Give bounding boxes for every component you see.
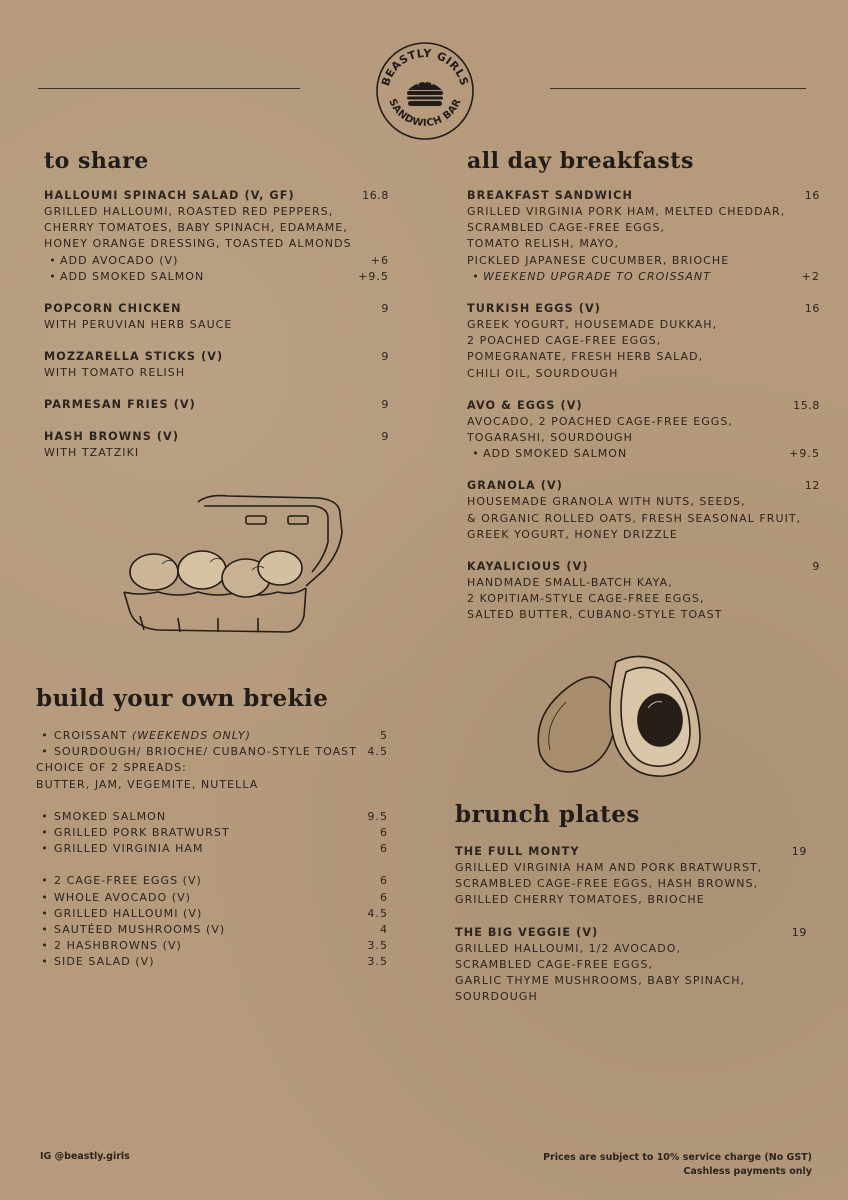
item-label: 2 CAGE-FREE EGGS (V) bbox=[54, 874, 202, 888]
item-price: 9 bbox=[812, 560, 820, 574]
egg-carton-illustration bbox=[118, 492, 350, 642]
menu-item bbox=[44, 429, 389, 461]
item-label: 2 HASHBROWNS (V) bbox=[54, 939, 182, 953]
brekie-sides-group bbox=[36, 873, 388, 970]
menu-item bbox=[467, 559, 820, 624]
bullet: • bbox=[41, 729, 49, 742]
addon-label: ADD SMOKED SALMON bbox=[483, 447, 628, 461]
item-name: HALLOUMI SPINACH SALAD (V, GF) bbox=[44, 189, 295, 202]
section-title: to share bbox=[44, 148, 149, 174]
brand-logo bbox=[374, 40, 476, 142]
brekie-protein-group bbox=[36, 809, 388, 858]
section-title: brunch plates bbox=[455, 801, 640, 828]
item-label: GRILLED HALLOUMI (V) bbox=[54, 906, 203, 920]
item-label: CROISSANT bbox=[54, 729, 128, 742]
item-description: GRILLED HALLOUMI, ROASTED RED PEPPERS, CHERRY TOMATOES, BABY SPINACH, EDAMAME, HONEY ORANGE DRESSING, TOASTED ALMONDS bbox=[44, 205, 352, 251]
section-title: build your own brekie bbox=[36, 685, 329, 712]
all-day-breakfasts-section bbox=[467, 148, 820, 638]
item-description: GREEK YOGURT, HOUSEMADE DUKKAH, 2 POACHED CAGE-FREE EGGS, POMEGRANATE, FRESH HERB SALAD, CHILI OIL, SOURDOUGH bbox=[467, 318, 718, 380]
list-item bbox=[36, 825, 388, 841]
addon-price: +9.5 bbox=[358, 269, 389, 283]
item-price: 19 bbox=[791, 845, 807, 858]
item-price: 9 bbox=[381, 430, 389, 444]
item-price: 3.5 bbox=[367, 939, 388, 953]
item-price: 9.5 bbox=[367, 809, 388, 823]
menu-item bbox=[467, 478, 820, 543]
item-name: HASH BROWNS (V) bbox=[44, 430, 180, 444]
item-label: SOURDOUGH/ BRIOCHE/ CUBANO-STYLE TOAST bbox=[54, 745, 357, 759]
footer-notes bbox=[543, 1151, 812, 1179]
item-price: 4.5 bbox=[367, 745, 388, 759]
item-label: SIDE SALAD (V) bbox=[54, 955, 155, 969]
menu-item bbox=[467, 301, 820, 382]
list-item bbox=[36, 954, 388, 970]
item-name: THE BIG VEGGIE (V) bbox=[455, 925, 599, 939]
bullet: • bbox=[49, 269, 57, 283]
item-price: 3.5 bbox=[367, 955, 388, 969]
item-addon bbox=[44, 253, 389, 269]
bullet: • bbox=[41, 955, 49, 969]
bullet: • bbox=[49, 253, 57, 267]
menu-item bbox=[44, 397, 389, 413]
addon-label: ADD AVOCADO (V) bbox=[60, 253, 179, 267]
brekie-bread-group bbox=[36, 728, 388, 793]
addon-price: +9.5 bbox=[789, 447, 820, 461]
item-price: 16 bbox=[804, 302, 820, 316]
menu-item bbox=[44, 301, 389, 333]
item-label: SAUTÉED MUSHROOMS (V) bbox=[54, 923, 226, 937]
addon-price: +2 bbox=[801, 269, 820, 283]
item-description: HOUSEMADE GRANOLA WITH NUTS, SEEDS, & ORGANIC ROLLED OATS, FRESH SEASONAL FRUIT, GREEK YOGURT, HONEY DRIZZLE bbox=[467, 495, 802, 541]
list-item bbox=[36, 938, 388, 954]
bullet: • bbox=[41, 923, 49, 937]
item-price: 6 bbox=[379, 842, 388, 856]
item-price: 15.8 bbox=[793, 398, 820, 412]
item-description: WITH TZATZIKI bbox=[44, 446, 140, 460]
item-name: PARMESAN FRIES (V) bbox=[44, 398, 196, 412]
item-price: 4.5 bbox=[367, 906, 388, 920]
build-your-own-brekie-section bbox=[36, 686, 388, 987]
item-price: 19 bbox=[791, 925, 807, 939]
service-charge-note: Prices are subject to 10% service charge (No GST) bbox=[543, 1152, 812, 1163]
menu-item bbox=[455, 925, 807, 1006]
item-name: BREAKFAST SANDWICH bbox=[467, 189, 633, 202]
item-price: 5 bbox=[379, 729, 388, 742]
menu-item bbox=[44, 349, 389, 381]
item-description: GRILLED HALLOUMI, 1/2 AVOCADO, SCRAMBLED CAGE-FREE EGGS, GARLIC THYME MUSHROOMS, BABY SPINACH, SOURDOUGH bbox=[455, 941, 746, 1004]
bullet: • bbox=[41, 745, 49, 759]
list-item bbox=[36, 873, 388, 889]
bullet: • bbox=[472, 447, 480, 461]
item-description: GRILLED VIRGINIA HAM AND PORK BRATWURST, SCRAMBLED CAGE-FREE EGGS, HASH BROWNS, GRILLED CHERRY TOMATOES, BRIOCHE bbox=[455, 861, 763, 907]
menu-item bbox=[455, 844, 807, 909]
item-price: 16 bbox=[804, 189, 820, 202]
item-description: WITH PERUVIAN HERB SAUCE bbox=[44, 318, 233, 332]
item-price: 6 bbox=[379, 874, 388, 888]
menu-item bbox=[467, 188, 820, 285]
spreads-list: BUTTER, JAM, VEGEMITE, NUTELLA bbox=[36, 777, 259, 791]
item-price: 9 bbox=[381, 398, 389, 412]
brunch-plates-section bbox=[455, 802, 807, 1019]
item-description: HANDMADE SMALL-BATCH KAYA, 2 KOPITIAM-STYLE CAGE-FREE EGGS, SALTED BUTTER, CUBANO-STYLE TOAST bbox=[467, 576, 723, 622]
list-item bbox=[36, 744, 388, 760]
item-name: TURKISH EGGS (V) bbox=[467, 302, 601, 316]
spreads-note: CHOICE OF 2 SPREADS: bbox=[36, 761, 187, 775]
section-title: all day breakfasts bbox=[467, 148, 694, 174]
menu-item bbox=[44, 188, 389, 285]
list-item bbox=[36, 906, 388, 922]
item-name: THE FULL MONTY bbox=[455, 845, 580, 858]
item-label: SMOKED SALMON bbox=[54, 809, 167, 823]
bullet: • bbox=[41, 890, 49, 904]
item-label: WHOLE AVOCADO (V) bbox=[54, 890, 191, 904]
item-price: 6 bbox=[379, 890, 388, 904]
menu-item bbox=[467, 398, 820, 463]
bullet: • bbox=[41, 874, 49, 888]
addon-label: WEEKEND UPGRADE TO CROISSANT bbox=[483, 269, 711, 283]
header-rule-left bbox=[38, 88, 300, 89]
item-name: POPCORN CHICKEN bbox=[44, 302, 182, 316]
list-item bbox=[36, 728, 388, 744]
item-name: KAYALICIOUS (V) bbox=[467, 560, 589, 574]
item-name: AVO & EGGS (V) bbox=[467, 398, 583, 412]
list-item bbox=[36, 809, 388, 825]
to-share-section bbox=[44, 148, 389, 476]
bullet: • bbox=[41, 906, 49, 920]
list-item bbox=[36, 841, 388, 857]
item-addon bbox=[467, 446, 820, 462]
svg-text:BEASTLY GIRLS: BEASTLY GIRLS bbox=[378, 46, 472, 88]
bullet: • bbox=[41, 826, 49, 840]
instagram-handle: IG @beastly.girls bbox=[40, 1151, 130, 1162]
item-price: 12 bbox=[804, 479, 820, 493]
item-price: 16.8 bbox=[362, 189, 389, 202]
item-addon bbox=[467, 269, 820, 285]
item-label: GRILLED VIRGINIA HAM bbox=[54, 842, 204, 856]
item-description: GRILLED VIRGINIA PORK HAM, MELTED CHEDDAR, SCRAMBLED CAGE-FREE EGGS, TOMATO RELISH, MAYO, PICKLED JAPANESE CUCUMBER, BRIOCHE bbox=[467, 205, 786, 267]
list-item bbox=[36, 890, 388, 906]
bullet: • bbox=[41, 842, 49, 856]
bullet: • bbox=[41, 809, 49, 823]
item-name: GRANOLA (V) bbox=[467, 479, 563, 493]
item-price: 9 bbox=[381, 350, 389, 364]
item-name: MOZZARELLA STICKS (V) bbox=[44, 350, 224, 364]
addon-label: ADD SMOKED SALMON bbox=[60, 269, 205, 283]
item-note: (WEEKENDS ONLY) bbox=[131, 729, 252, 742]
payment-note: Cashless payments only bbox=[683, 1166, 812, 1177]
header-rule-right bbox=[550, 88, 806, 89]
sandwich-icon bbox=[407, 81, 443, 106]
svg-text:SANDWICH BAR: SANDWICH BAR bbox=[386, 97, 464, 130]
avocado-illustration bbox=[530, 650, 706, 782]
list-item bbox=[36, 922, 388, 938]
bullet: • bbox=[41, 939, 49, 953]
item-addon bbox=[44, 269, 389, 285]
item-price: 9 bbox=[381, 302, 389, 316]
addon-price: +6 bbox=[370, 253, 389, 267]
item-price: 6 bbox=[379, 826, 388, 840]
bullet: • bbox=[472, 269, 480, 283]
item-description: WITH TOMATO RELISH bbox=[44, 366, 186, 380]
item-price: 4 bbox=[379, 923, 388, 937]
item-description: AVOCADO, 2 POACHED CAGE-FREE EGGS, TOGARASHI, SOURDOUGH bbox=[467, 414, 733, 445]
item-label: GRILLED PORK BRATWURST bbox=[54, 826, 230, 840]
